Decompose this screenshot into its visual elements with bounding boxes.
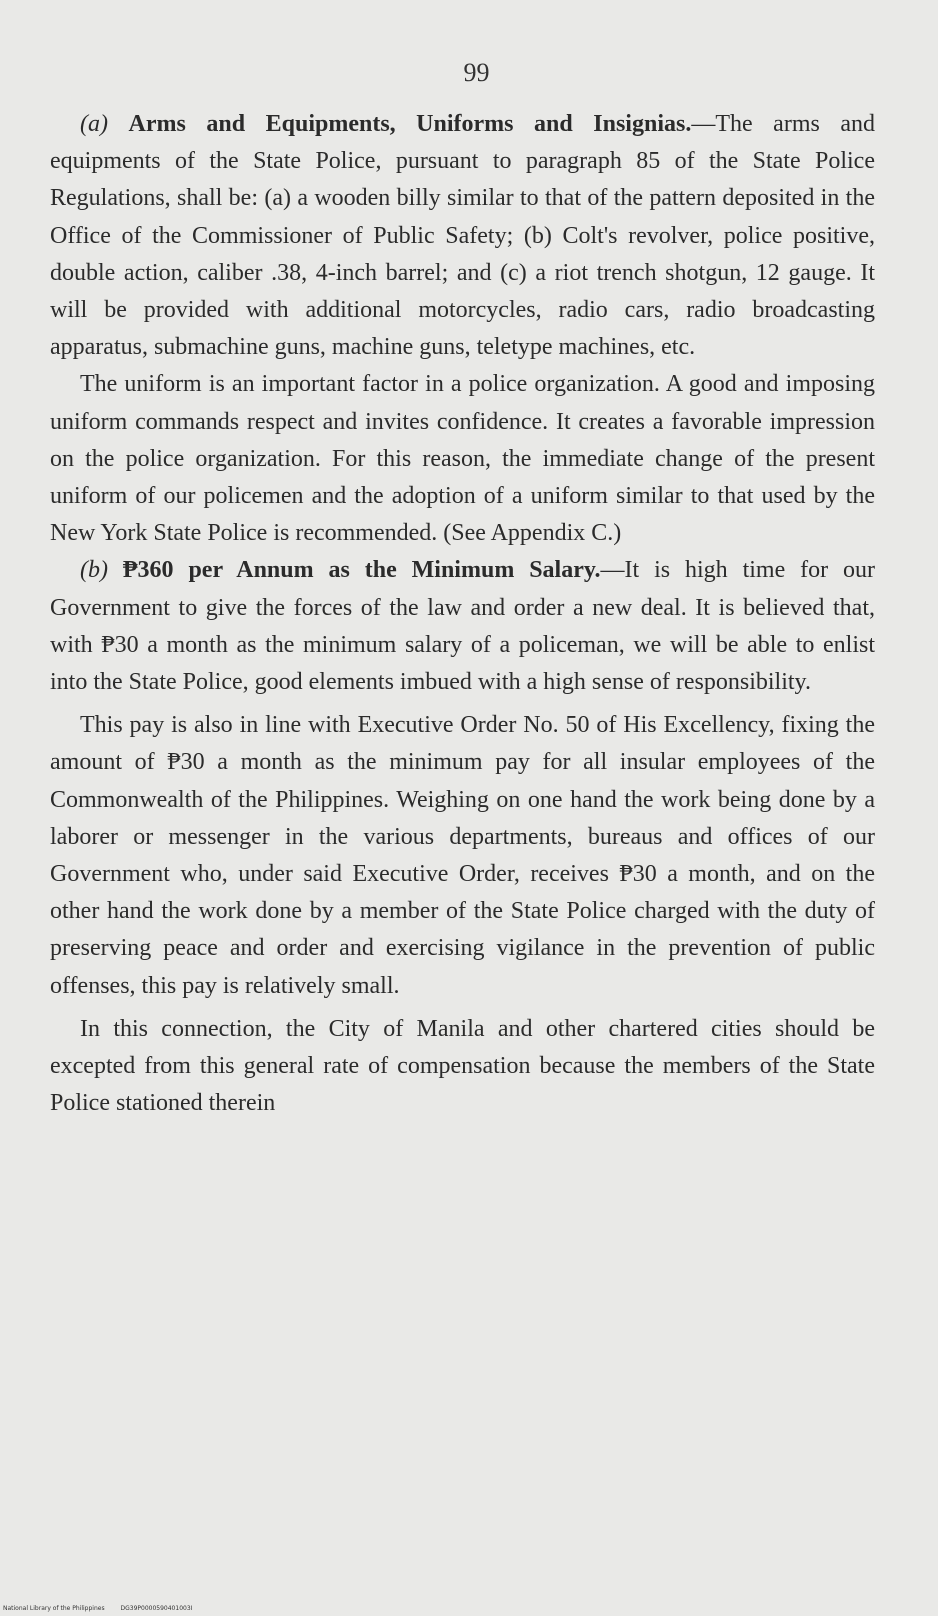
paragraph-text: —It is high time for our Government to give the forces of the law and order a new deal. It is believed that, with ₱30 a month as the minimum salary of a policeman, we will be able to enlist into the State Police, good elements imbued with a high sense of responsibility.	[50, 557, 876, 696]
paragraph-minimum-salary	[50, 552, 875, 701]
paragraph-uniform	[50, 366, 875, 552]
paragraph-executive-order	[50, 707, 875, 1005]
scan-footer	[3, 1605, 206, 1612]
paragraph-text: This pay is also in line with Executive Order No. 50 of His Excellency, fixing the amount of ₱30 a month as the minimum pay for all insular employees of the Commonwealth of the Philippines. Weighing on one hand the work being done by a laborer or messenger in the various departments, bureaus and offices of our Government who, under said Executive Order, receives ₱30 a month, and on the other hand the work done by a member of the State Police charged with the duty of preserving peace and order and exercising vigilance in the prevention of public offenses, this pay is relatively small.	[50, 712, 875, 999]
paragraph-text: The uniform is an important factor in a police organization. A good and imposing uniform commands respect and invites confidence. It creates a favorable impression on the police organization. For this reason, the immediate change of the present uniform of our policemen and the adoption of a uniform similar to that used by the New York State Police is recommended. (See Appendix C.)	[50, 371, 875, 547]
section-heading: ₱360 per Annum as the Minimum Salary.	[122, 557, 601, 584]
page-number: 99	[463, 58, 490, 87]
footer-library: National Library of the Philippines	[3, 1605, 105, 1612]
paragraph-label: (b)	[80, 557, 108, 584]
paragraph-text: —The arms and equipments of the State Police, pursuant to paragraph 85 of the State Police Regulations, shall be: (a) a wooden billy similar to that of the pattern deposited in the Office of the Commissioner of Public Safety; (b) Colt's revolver, police positive, double action, caliber .38, 4-inch barrel; and (c) a riot trench shotgun, 12 gauge. It will be provided with additional motorcycles, radio cars, radio broadcasting apparatus, submachine guns, machine guns, teletype machines, etc.	[50, 111, 876, 361]
section-heading: Arms and Equipments, Uniforms and Insignias.	[128, 111, 692, 137]
paragraph-arms-equipments	[50, 106, 875, 366]
footer-code: DG39P0000590401003I	[120, 1605, 193, 1612]
document-page	[50, 58, 875, 1122]
paragraph-chartered-cities	[50, 1011, 875, 1123]
paragraph-text: In this connection, the City of Manila and other chartered cities should be excepted from this general rate of compensation because the members of the State Police stationed therein	[50, 1015, 875, 1117]
paragraph-label: (a)	[80, 111, 108, 137]
